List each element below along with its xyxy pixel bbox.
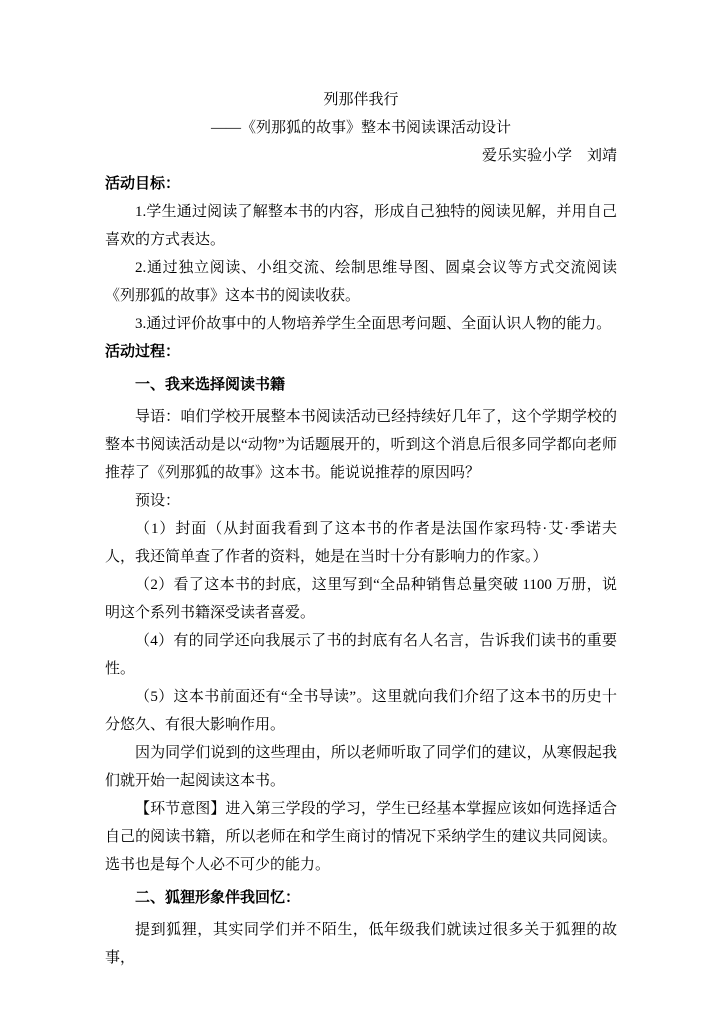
- heading-section-2: 二、狐狸形象伴我回忆：: [135, 890, 301, 906]
- goal-item-1: 1.学生通过阅读了解整本书的内容，形成自己独特的阅读见解，并用自己喜欢的方式表达。: [105, 204, 617, 248]
- goal-item-2: 2.通过独立阅读、小组交流、绘制思维导图、圆桌会议等方式交流阅读《列那狐的故事》这本书的阅读收获。: [105, 260, 617, 304]
- heading-activity-goals: 活动目标：: [105, 176, 181, 192]
- heading-section-1: 一、我来选择阅读书籍: [135, 377, 286, 393]
- section1-conclusion-paragraph: 因为同学们说到的这些理由，所以老师听取了同学们的建议，从寒假起我们就开始一起阅读这本书。: [105, 745, 617, 789]
- doc-author: 爱乐实验小学 刘靖: [481, 148, 617, 164]
- section1-intent-paragraph: 【环节意图】进入第三学段的学习，学生已经基本掌握应该如何选择适合自己的阅读书籍，所以老师在和学生商讨的情况下采纳学生的建议共同阅读。选书也是每个人必不可少的能力。: [105, 801, 617, 873]
- doc-subtitle: ——《列那狐的故事》整本书阅读课活动设计: [210, 120, 511, 136]
- section1-preset-label: 预设：: [135, 493, 181, 509]
- preset-item-4: （4）有的同学还向我展示了书的封底有名人名言，告诉我们读书的重要性。: [105, 633, 617, 677]
- section1-intro-paragraph: 导语：咱们学校开展整本书阅读活动已经持续好几年了，这个学期学校的整本书阅读活动是以“动物”为话题展开的，听到这个消息后很多同学都向老师推荐了《列那狐的故事》这本书。能说说推荐的原因吗？: [105, 409, 617, 481]
- preset-item-1: （1）封面（从封面我看到了这本书的作者是法国作家玛特·艾·季诺夫人，我还简单查了作者的资料，她是在当时十分有影响力的作家。）: [105, 521, 617, 565]
- goal-item-3: 3.通过评价故事中的人物培养学生全面思考问题、全面认识人物的能力。: [135, 316, 612, 332]
- preset-item-2: （2）看了这本书的封底，这里写到“全品种销售总量突破 1100 万册，说明这个系列书籍深受读者喜爱。: [105, 577, 617, 621]
- heading-activity-process: 活动过程：: [105, 344, 181, 360]
- section2-intro-paragraph: 提到狐狸，其实同学们并不陌生，低年级我们就读过很多关于狐狸的故事，: [105, 922, 617, 966]
- doc-title: 列那伴我行: [323, 92, 399, 108]
- preset-item-5: （5）这本书前面还有“全书导读”。这里就向我们介绍了这本书的历史十分悠久、有很大影响作用。: [105, 689, 617, 733]
